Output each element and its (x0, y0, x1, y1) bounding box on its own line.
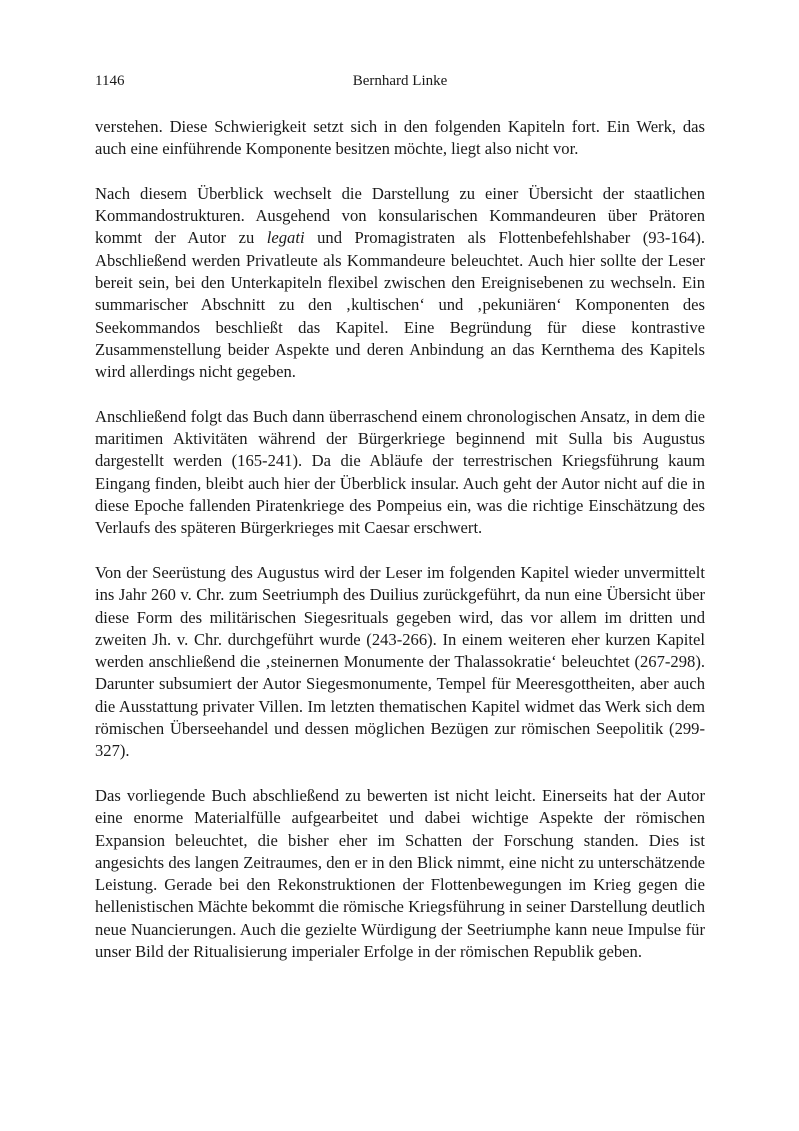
running-header (95, 70, 705, 92)
paragraph-2 (95, 183, 705, 384)
paragraph-1: verstehen. Diese Schwierigkeit setzt sich in den folgenden Kapiteln fort. Ein Werk, das auch eine einführende Komponente besitzen möchte, liegt also nicht vor. (95, 117, 705, 159)
paragraph-2-part-2: und Promagistraten als Flottenbefehlshaber (93-164). Abschließend werden Privatleute als Kommandeure beleuchtet. Auch hier sollte der Leser bereit sein, bei den Unterkapiteln flexibel zwischen den Ereignisebenen zu wechseln. Ein summarischer Abschnitt zu den ‚kultischen‘ und ‚pekuniären‘ Komponenten des Seekommandos beschließt das Kapitel. Eine Begründung für diese kontrastive Zusammenstellung beider Aspekte und deren Anbindung an das Kernthema des Kapitels wird allerdings nicht gegeben. (95, 228, 705, 382)
paragraph-5: Das vorliegende Buch abschließend zu bewerten ist nicht leicht. Einerseits hat der Autor eine enorme Materialfülle aufgearbeitet und dabei wichtige Aspekte der römischen Expansion beleuchtet, die bisher eher im Schatten der Forschung standen. Dies ist angesichts des langen Zeitraumes, den er in den Blick nimmt, eine nicht zu unterschätzende Leistung. Gerade bei den Rekonstruktionen der Flottenbewegungen im Krieg gegen die hellenistischen Mächte bekommt die römische Kriegsführung in seiner Darstellung deutlich neue Nuancierungen. Auch die gezielte Würdigung der Seetriumphe kann neue Impulse für unser Bild der Ritualisierung imperialer Erfolge in der römischen Republik geben. (95, 785, 705, 961)
paragraph-3: Anschließend folgt das Buch dann überraschend einem chronologischen Ansatz, in dem die maritimen Aktivitäten während der Bürgerkriege beginnend mit Sulla bis Augustus dargestellt werden (165-241). Da die Abläufe der terrestrischen Kriegsführung kaum Eingang finden, bleibt auch hier der Überblick insular. Auch geht der Autor nicht auf die in diese Epoche fallenden Piratenkriege des Pompeius ein, was die richtige Einschätzung des Verlaufs des späteren Bürgerkrieges mit Caesar erschwert. (95, 406, 705, 538)
body-text (95, 116, 705, 963)
paragraph-2-part-1: Nach diesem Überblick wechselt die Darstellung zu einer Übersicht der staatlichen Kommandostrukturen. Ausgehend von konsularischen Kommandeuren über Prätoren kommt der Autor zu (95, 183, 705, 248)
paragraph-4: Von der Seerüstung des Augustus wird der Leser im folgenden Kapitel wieder unvermittelt ins Jahr 260 v. Chr. zum Seetriumph des Duilius zurückgeführt, da nun eine Übersicht über diese Form des militärischen Siegesrituals gegeben wird, das vor allem im dritten und zweiten Jh. v. Chr. durchgeführt wurde (243-266). In einem weiteren eher kurzen Kapitel werden anschließend die ‚steinernen Monumente der Thalassokratie‘ beleuchtet (267-298). Darunter subsumiert der Autor Siegesmonumente, Tempel für Meeresgottheiten, aber auch die Ausstattung privater Villen. Im letzten thematischen Kapitel widmet das Werk sich dem römischen Überseehandel und dessen möglichen Bezügen zur römischen Seepolitik (299-327). (95, 562, 705, 761)
page-number: 1146 (95, 73, 125, 89)
document-page (95, 70, 705, 986)
running-title: Bernhard Linke (352, 73, 448, 89)
italic-term-legati: legati (266, 228, 305, 248)
